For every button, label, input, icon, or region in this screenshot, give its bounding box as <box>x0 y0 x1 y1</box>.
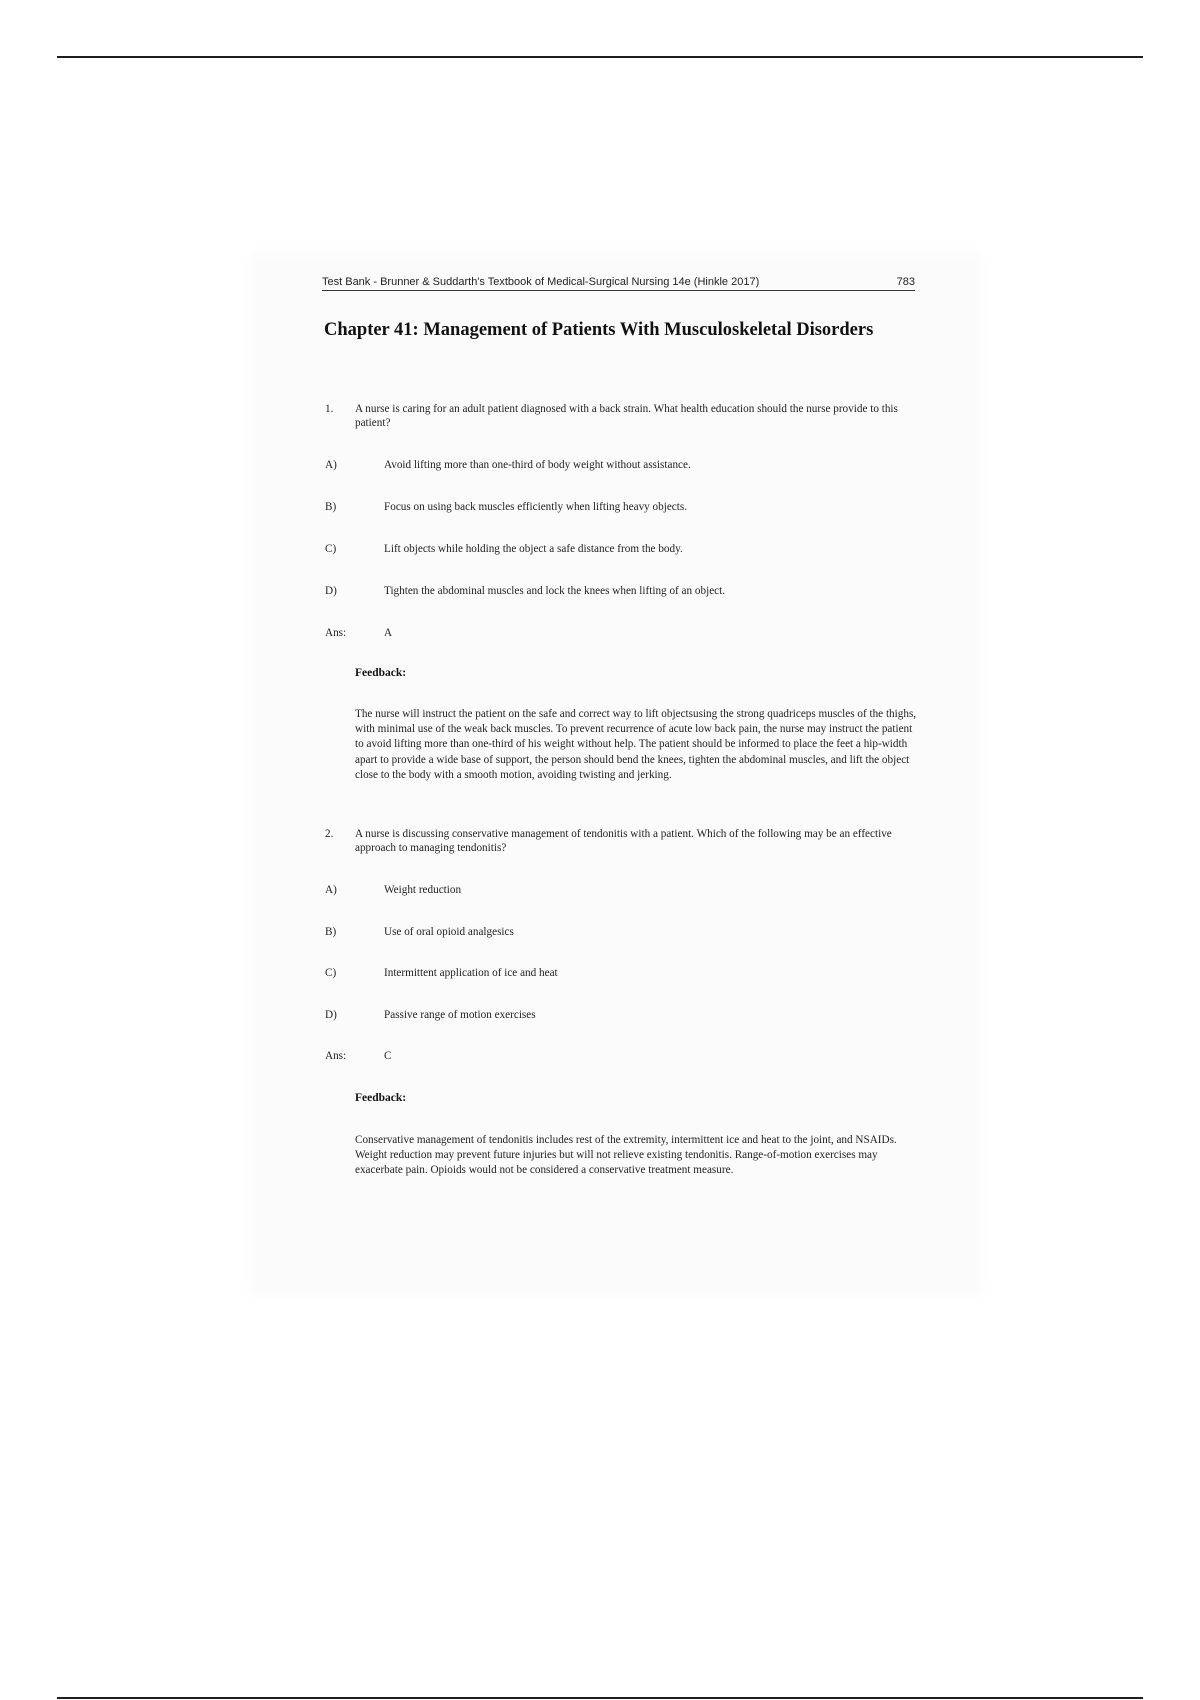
option-label: B) <box>325 926 337 938</box>
option-label: A) <box>325 459 337 471</box>
feedback-text: Conservative management of tendonitis includes rest of the extremity, intermittent ice and heat to the joint, and NSAIDs. Weight reduction may prevent future injuries but will not relieve existing tendonitis. Range-of-motion exercises may exacerbate pain. Opioids would not be considered a conservative treatment measure. <box>355 1134 897 1177</box>
bottom-divider <box>57 1697 1143 1699</box>
option-text: Avoid lifting more than one-third of body weight without assistance. <box>384 459 691 471</box>
option-text: Lift objects while holding the object a safe distance from the body. <box>384 543 683 555</box>
option-text: Focus on using back muscles efficiently when lifting heavy objects. <box>384 501 688 513</box>
option-label: C) <box>325 543 337 555</box>
question-stem: A nurse is caring for an adult patient diagnosed with a back strain. What health education should the nurse provide to this patient? <box>355 403 898 429</box>
running-header-title: Test Bank - Brunner & Suddarth's Textbook of Medical-Surgical Nursing 14e (Hinkle 2017) <box>322 276 760 288</box>
feedback-heading: Feedback: <box>355 667 407 679</box>
page-number: 783 <box>896 276 915 288</box>
chapter-title: Chapter 41: Management of Patients With Musculoskeletal Disorders <box>324 320 874 340</box>
option-label: D) <box>325 585 337 597</box>
option-label: B) <box>325 501 337 513</box>
question-number: 1. <box>325 403 334 415</box>
question-stem: A nurse is discussing conservative management of tendonitis with a patient. Which of the following may be an effective approach to managing tendonitis? <box>355 828 892 854</box>
answer-value: A <box>384 627 393 639</box>
option-label: D) <box>325 1009 337 1021</box>
answer-value: C <box>384 1050 392 1062</box>
option-label: C) <box>325 967 337 979</box>
option-text: Tighten the abdominal muscles and lock the knees when lifting of an object. <box>384 585 726 597</box>
feedback-text: The nurse will instruct the patient on the safe and correct way to lift objectsusing the strong quadriceps muscles of the thighs, with minimal use of the weak back muscles. To prevent recurrence of acute low back pain, the nurse may instruct the patient to avoid lifting more than one-third of his weight without help. The patient should be informed to place the feet a hip-width apart to provide a wide base of support, the person should bend the knees, tighten the abdominal muscles, and lift the object close to the body with a smooth motion, avoiding twisting and jerking. <box>355 708 917 781</box>
option-text: Use of oral opioid analgesics <box>384 926 514 938</box>
document-page <box>255 258 977 1290</box>
feedback-heading: Feedback: <box>355 1092 407 1104</box>
option-label: A) <box>325 884 337 896</box>
answer-label: Ans: <box>325 627 347 639</box>
top-divider <box>57 56 1143 58</box>
option-text: Passive range of motion exercises <box>384 1009 536 1021</box>
option-text: Weight reduction <box>384 884 462 896</box>
question-number: 2. <box>325 828 334 840</box>
answer-label: Ans: <box>325 1050 347 1062</box>
running-header <box>322 275 915 291</box>
option-text: Intermittent application of ice and heat <box>384 967 558 979</box>
